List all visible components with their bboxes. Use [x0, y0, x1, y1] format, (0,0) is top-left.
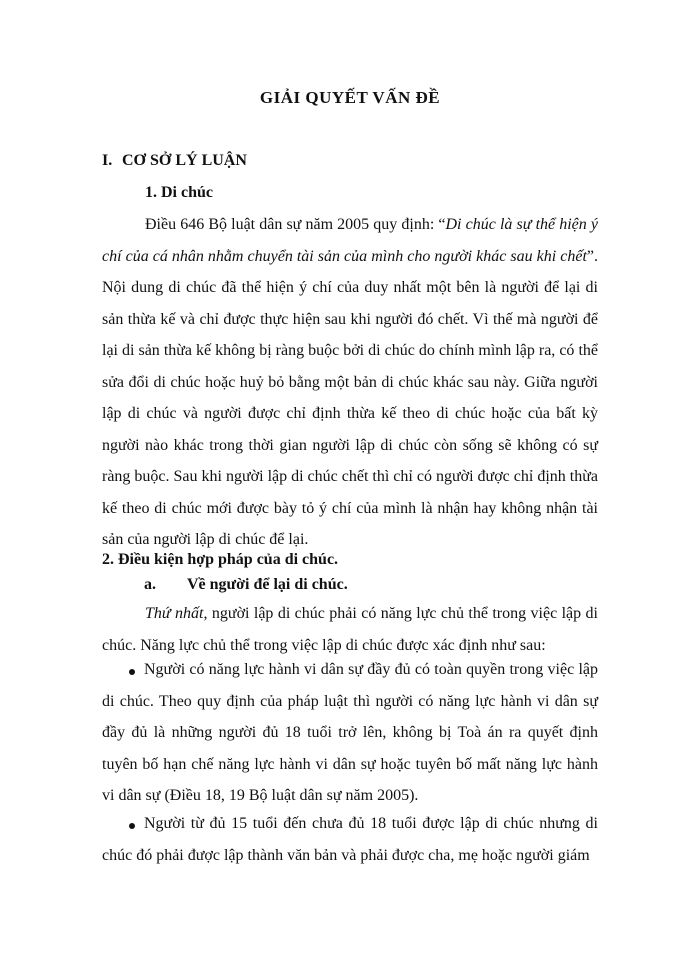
item-title: Về người để lại di chúc. [187, 576, 348, 593]
section-title: CƠ SỞ LÝ LUẬN [122, 152, 247, 169]
paragraph-body: ”. Nội dung di chúc đã thể hiện ý chí của duy nhất một bên là người để lại di sản thừa kế và chỉ được thực hiện sau khi người đó chết. Vì thế mà người để lại di sản thừa kế không bị ràng buộc bởi di chúc do chính mình lập ra, có thể sửa đổi di chúc hoặc huỷ bỏ bằng một bản di chúc khác sau này. Giữa người lập di chúc và người được chỉ định thừa kế theo di chúc hoặc của bất kỳ người nào khác trong thời gian người lập di chúc còn sống sẽ không có sự ràng buộc. Sau khi người lập di chúc chết thì chỉ có người được chỉ định thừa kế theo di chúc mới được bày tỏ ý chí của mình là nhận hay không nhận tài sản của người lập di chúc để lại. [102, 247, 598, 548]
paragraph-di-chuc-definition [102, 209, 598, 556]
section-heading-1 [102, 152, 247, 170]
item-letter: a. [144, 576, 156, 593]
subsubsection-heading-nguoi-de-lai [144, 576, 348, 594]
subsection-heading-di-chuc: 1. Di chúc [145, 184, 213, 201]
document-title: GIẢI QUYẾT VẤN ĐỀ [259, 88, 441, 107]
bullet-item-1: Người có năng lực hành vi dân sự đầy đủ có toàn quyền trong việc lập di chúc. Theo quy định của pháp luật thì người có năng lực hành vi dân sự đầy đủ là những người đủ 18 tuổi trở lên, không bị Toà án ra quyết định tuyên bố hạn chế năng lực hành vi dân sự hoặc tuyên bố mất năng lực hành vi dân sự (Điều 18, 19 Bộ luật dân sự năm 2005). [102, 661, 598, 804]
bullet-item-2: Người từ đủ 15 tuổi đến chưa đủ 18 tuổi được lập di chúc nhưng di chúc đó phải được lập thành văn bản và phải được cha, mẹ hoặc người giám [102, 815, 598, 864]
paragraph-thu-nhat [102, 598, 598, 661]
paragraph-lead: Điều 646 Bộ luật dân sự năm 2005 quy định: “ [145, 216, 446, 233]
paragraph-body: , người lập di chúc phải có năng lực chủ thể trong việc lập di chúc. Năng lực chủ thể trong việc lập di chúc được xác định như sau: [102, 605, 598, 654]
section-number: I. [102, 152, 113, 169]
emphasis-lead: Thứ nhất [145, 605, 204, 622]
legal-quote: Di chúc là sự thể hiện ý chí của cá nhân nhằm chuyển tài sản của mình cho người khác sau khi chết [102, 216, 599, 265]
subsection-heading-dieu-kien: 2. Điều kiện hợp pháp của di chúc. [102, 551, 339, 568]
